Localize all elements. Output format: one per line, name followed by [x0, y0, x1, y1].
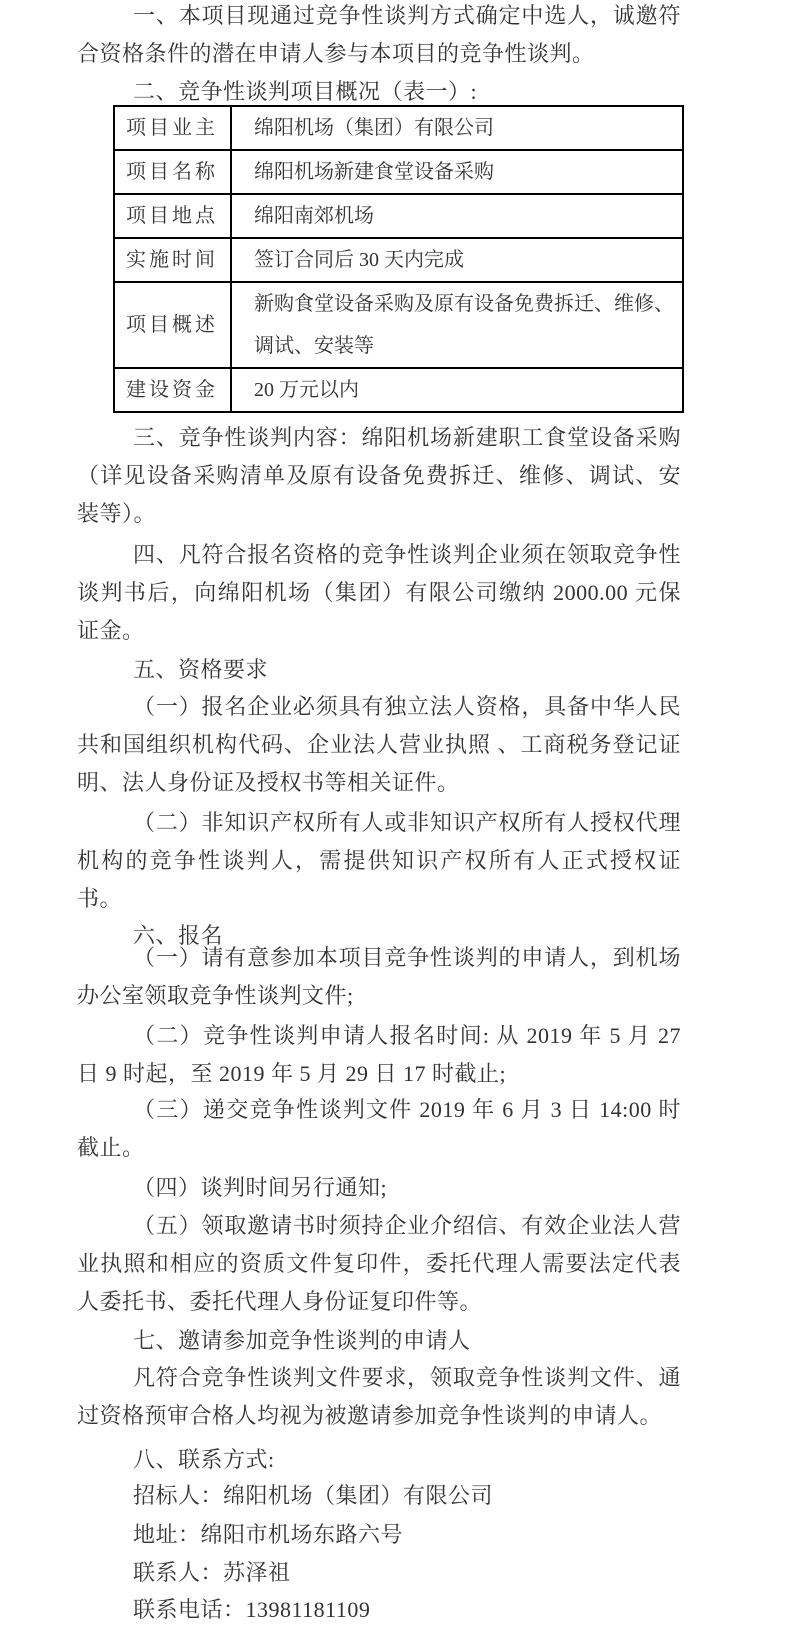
section-7-heading: 七、邀请参加竞争性谈判的申请人 [133, 1328, 471, 1353]
row-label: 项目概述 [114, 282, 231, 368]
row-label: 项目名称 [114, 150, 231, 194]
row-value: 绵阳机场新建食堂设备采购 [231, 150, 683, 194]
registration-item-5: （五）领取邀请书时须持企业介绍信、有效企业法人营业执照和相应的资质文件复印件，委托代理人需要法定代表人委托书、委托代理人身份证复印件等。 [77, 1213, 681, 1314]
table-row [114, 150, 683, 194]
table-row [114, 194, 683, 238]
row-value: 绵阳机场（集团）有限公司 [231, 106, 683, 150]
section-8-heading: 八、联系方式: [133, 1447, 275, 1472]
row-label: 建设资金 [114, 368, 231, 412]
registration-item-2: （二）竞争性谈判申请人报名时间: 从 2019 年 5 月 27 日 9 时起，至 2019 年 5 月 29 日 17 时截止; [77, 1023, 681, 1086]
table-row [114, 238, 683, 282]
intro-paragraph: 一、本项目现通过竞争性谈判方式确定中选人，诚邀符合资格条件的潜在申请人参与本项目的竞争性谈判。 [77, 3, 681, 66]
table-row [114, 106, 683, 150]
row-value: 绵阳南郊机场 [231, 194, 683, 238]
section-6-heading: 六、报名 [133, 923, 224, 948]
table-row [114, 282, 683, 368]
registration-item-3: （三）递交竞争性谈判文件 2019 年 6 月 3 日 14:00 时截止。 [77, 1097, 681, 1160]
registration-item-4: （四）谈判时间另行通知; [133, 1175, 388, 1200]
section-4-deposit: 四、凡符合报名资格的竞争性谈判企业须在领取竞争性谈判书后，向绵阳机场（集团）有限公司缴纳 2000.00 元保证金。 [77, 542, 681, 643]
section-5-heading: 五、资格要求 [133, 657, 269, 682]
contact-tenderer: 招标人：绵阳机场（集团）有限公司 [133, 1483, 494, 1508]
document-body [77, 0, 681, 1629]
row-value: 签订合同后 30 天内完成 [231, 238, 683, 282]
qualification-item-2: （二）非知识产权所有人或非知识产权所有人授权代理机构的竞争性谈判人，需提供知识产权所有人正式授权证书。 [77, 810, 681, 911]
section-7-content: 凡符合竞争性谈判文件要求，领取竞争性谈判文件、通过资格预审合格人均视为被邀请参加竞争性谈判的申请人。 [77, 1365, 681, 1428]
table-caption: 二、竞争性谈判项目概况（表一）: [133, 79, 478, 104]
registration-item-1: （一）请有意参加本项目竞争性谈判的申请人，到机场办公室领取竞争性谈判文件; [77, 945, 681, 1008]
row-label: 项目业主 [114, 106, 231, 150]
row-label: 项目地点 [114, 194, 231, 238]
row-value: 新购食堂设备采购及原有设备免费拆迁、维修、调试、安装等 [231, 282, 683, 368]
qualification-item-1: （一）报名企业必须具有独立法人资格，具备中华人民共和国组织机构代码、企业法人营业执照 、工商税务登记证明、法人身份证及授权书等相关证件。 [77, 694, 681, 795]
row-label: 实施时间 [114, 238, 231, 282]
table-row [114, 368, 683, 412]
row-value: 20 万元以内 [231, 368, 683, 412]
contact-person: 联系人：苏泽祖 [133, 1560, 291, 1585]
section-3-content: 三、竞争性谈判内容：绵阳机场新建职工食堂设备采购（详见设备采购清单及原有设备免费拆迁、维修、调试、安装等）。 [77, 425, 681, 526]
project-overview-table [113, 105, 684, 413]
contact-address: 地址：绵阳市机场东路六号 [133, 1522, 404, 1547]
contact-phone: 联系电话：13981181109 [133, 1597, 371, 1622]
